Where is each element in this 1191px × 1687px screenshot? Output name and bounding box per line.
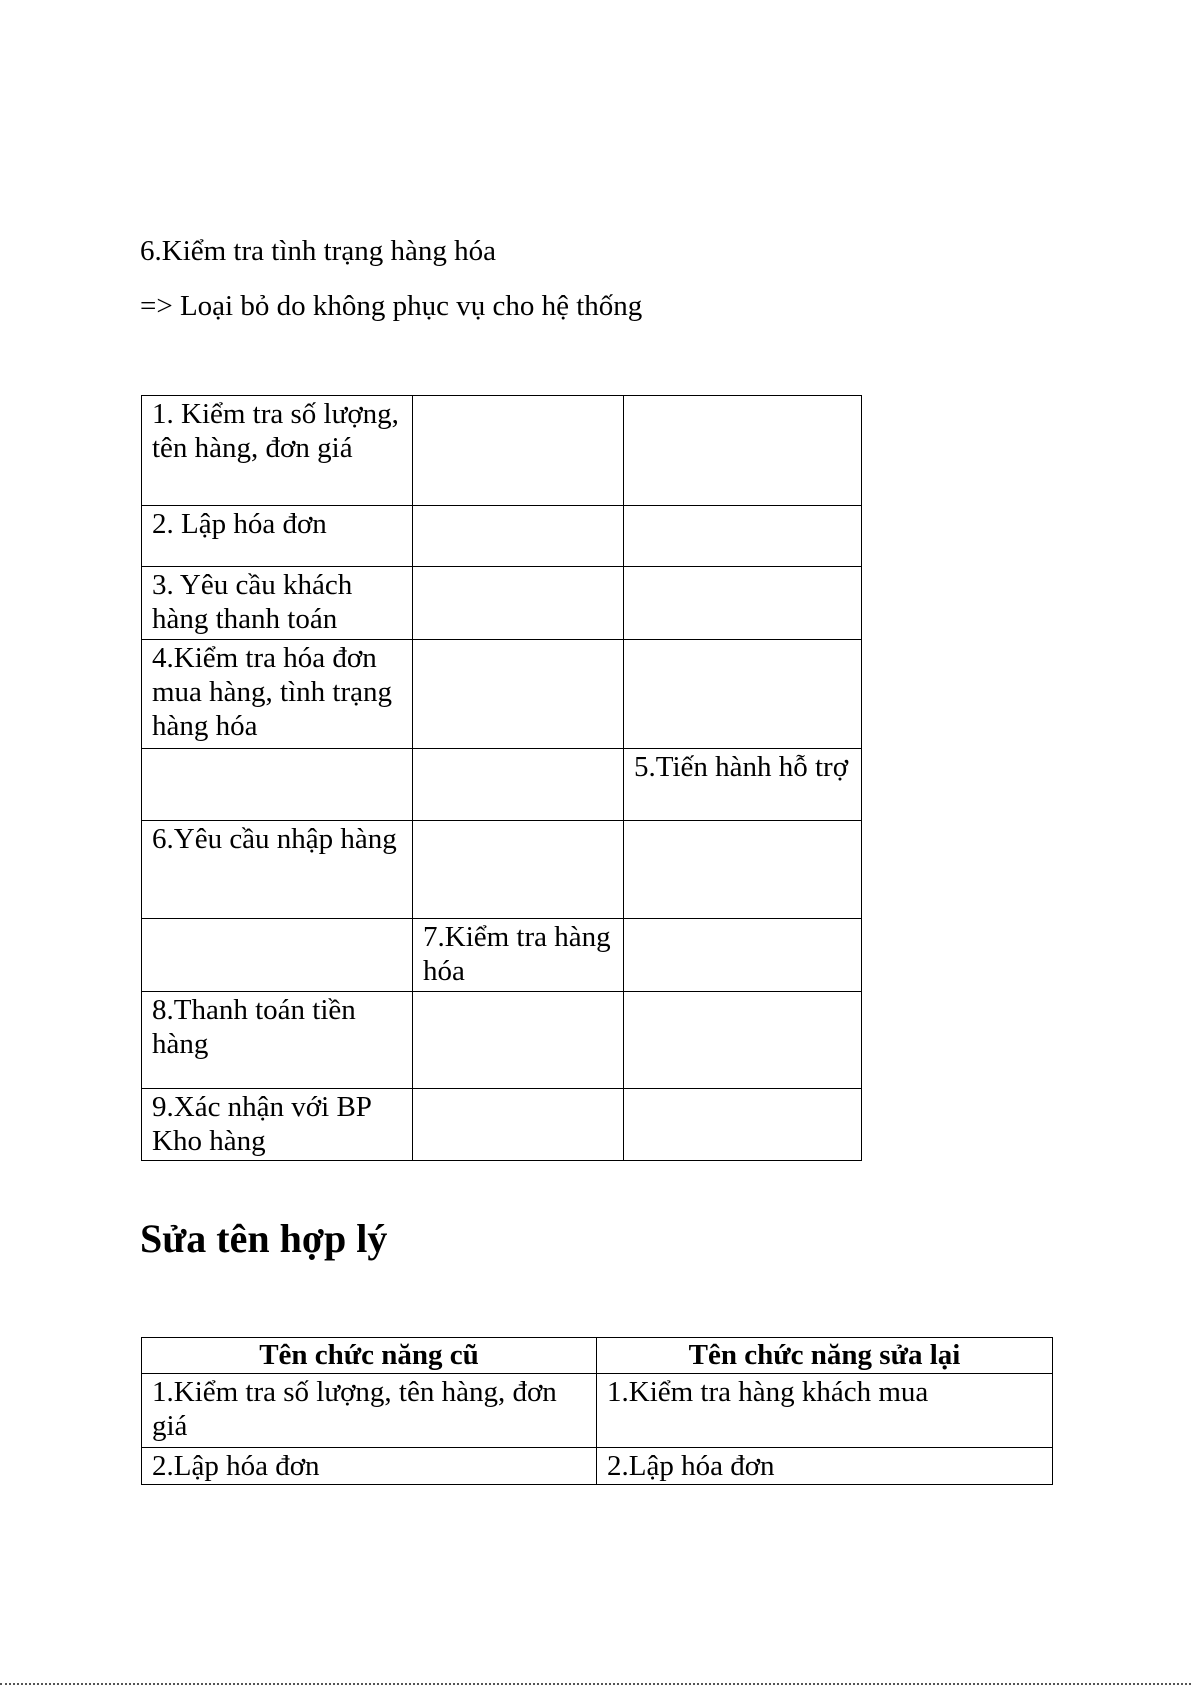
table-cell: 8.Thanh toán tiền hàng [142,992,413,1089]
table-cell [413,640,624,749]
table-cell [624,506,862,567]
table-cell [142,749,413,821]
section-heading: Sửa tên hợp lý [140,1216,388,1261]
table-cell: 2.Lập hóa đơn [142,1448,597,1485]
table-cell: 1. Kiểm tra số lượng, tên hàng, đơn giá [142,396,413,506]
table-cell [624,567,862,640]
table-cell [624,640,862,749]
table-cell [413,506,624,567]
table-cell: 7.Kiểm tra hàng hóa [413,919,624,992]
table-cell [413,821,624,919]
table-row [142,1089,862,1161]
table-cell: 1.Kiểm tra số lượng, tên hàng, đơn giá [142,1374,597,1448]
table-cell: 1.Kiểm tra hàng khách mua [597,1374,1053,1448]
column-header: Tên chức năng cũ [142,1338,597,1374]
table-row [142,821,862,919]
table-row [142,992,862,1089]
table-cell [142,919,413,992]
column-header: Tên chức năng sửa lại [597,1338,1053,1374]
table-cell: 2.Lập hóa đơn [597,1448,1053,1485]
table-cell [413,396,624,506]
table-cell [624,919,862,992]
table-cell [413,1089,624,1161]
table-row [142,919,862,992]
intro-line-1: 6.Kiểm tra tình trạng hàng hóa [140,235,496,267]
table-cell: 9.Xác nhận với BP Kho hàng [142,1089,413,1161]
table-cell: 5.Tiến hành hỗ trợ [624,749,862,821]
table-cell: 2. Lập hóa đơn [142,506,413,567]
table-cell: 6.Yêu cầu nhập hàng [142,821,413,919]
table-cell [413,567,624,640]
table-cell: 3. Yêu cầu khách hàng thanh toán [142,567,413,640]
page-bottom-divider [0,1683,1191,1687]
table-row [142,640,862,749]
table-cell [624,1089,862,1161]
rename-table [141,1337,1053,1485]
table-cell [624,992,862,1089]
process-flow-table [141,395,862,1161]
table-row [142,1374,1053,1448]
intro-line-2: => Loại bỏ do không phục vụ cho hệ thống [140,290,643,322]
table-cell [624,821,862,919]
table-row [142,1448,1053,1485]
table-cell [413,749,624,821]
table-row [142,749,862,821]
table-header-row [142,1338,1053,1374]
table-cell [624,396,862,506]
table-cell [413,992,624,1089]
table-row [142,567,862,640]
table-cell: 4.Kiểm tra hóa đơn mua hàng, tình trạng hàng hóa [142,640,413,749]
table-row [142,396,862,506]
table-row [142,506,862,567]
